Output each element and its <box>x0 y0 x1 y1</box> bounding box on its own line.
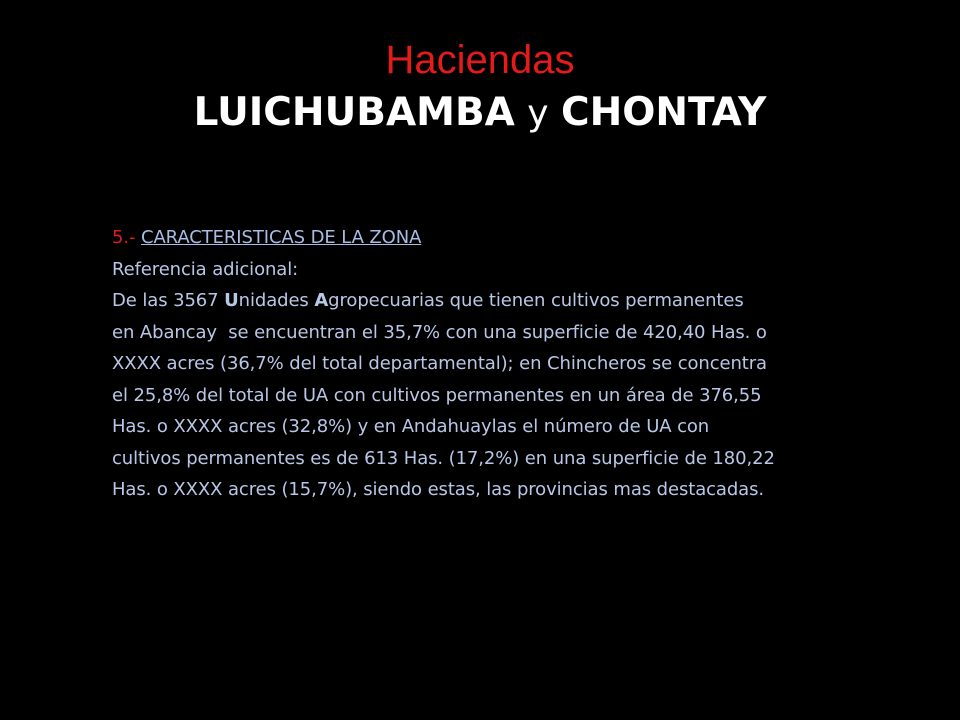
paragraph-line-2: en Abancay se encuentran el 35,7% con una superficie de 420,40 Has. o <box>112 321 767 343</box>
section-subtitle: Referencia adicional: <box>112 258 299 280</box>
paragraph-bold-letter: A <box>314 290 329 311</box>
content-body <box>112 222 912 506</box>
title-chontay: CHONTAY <box>561 90 767 135</box>
title-hacienda-names <box>0 86 960 141</box>
section-heading <box>112 222 912 254</box>
paragraph-line-3: XXXX acres (36,7% del total departamental); en Chincheros se concentra <box>112 353 767 374</box>
paragraph-line-1 <box>112 285 912 317</box>
paragraph-line-7: Has. o XXXX acres (15,7%), siendo estas, las provincias mas destacadas. <box>112 479 765 500</box>
paragraph-text: nidades <box>238 290 315 311</box>
slide-title <box>0 34 960 141</box>
paragraph-bold-letter: U <box>224 290 239 311</box>
paragraph-line-4: el 25,8% del total de UA con cultivos permanentes en un área de 376,55 <box>112 384 762 406</box>
paragraph-text: gropecuarias que tienen cultivos permanentes <box>328 290 744 311</box>
paragraph-line-6: cultivos permanentes es de 613 Has. (17,2%) en una superficie de 180,22 <box>112 447 775 469</box>
title-conjunction: y <box>527 93 549 134</box>
paragraph-text: De las 3567 <box>112 290 225 311</box>
section-number: 5.- <box>112 227 136 248</box>
paragraph-line-5: Has. o XXXX acres (32,8%) y en Andahuaylas el número de UA con <box>112 416 710 437</box>
section-title-link[interactable]: CARACTERISTICAS DE LA ZONA <box>141 227 422 248</box>
title-luichubamba: LUICHUBAMBA <box>193 90 515 135</box>
title-haciendas: Haciendas <box>385 38 575 82</box>
